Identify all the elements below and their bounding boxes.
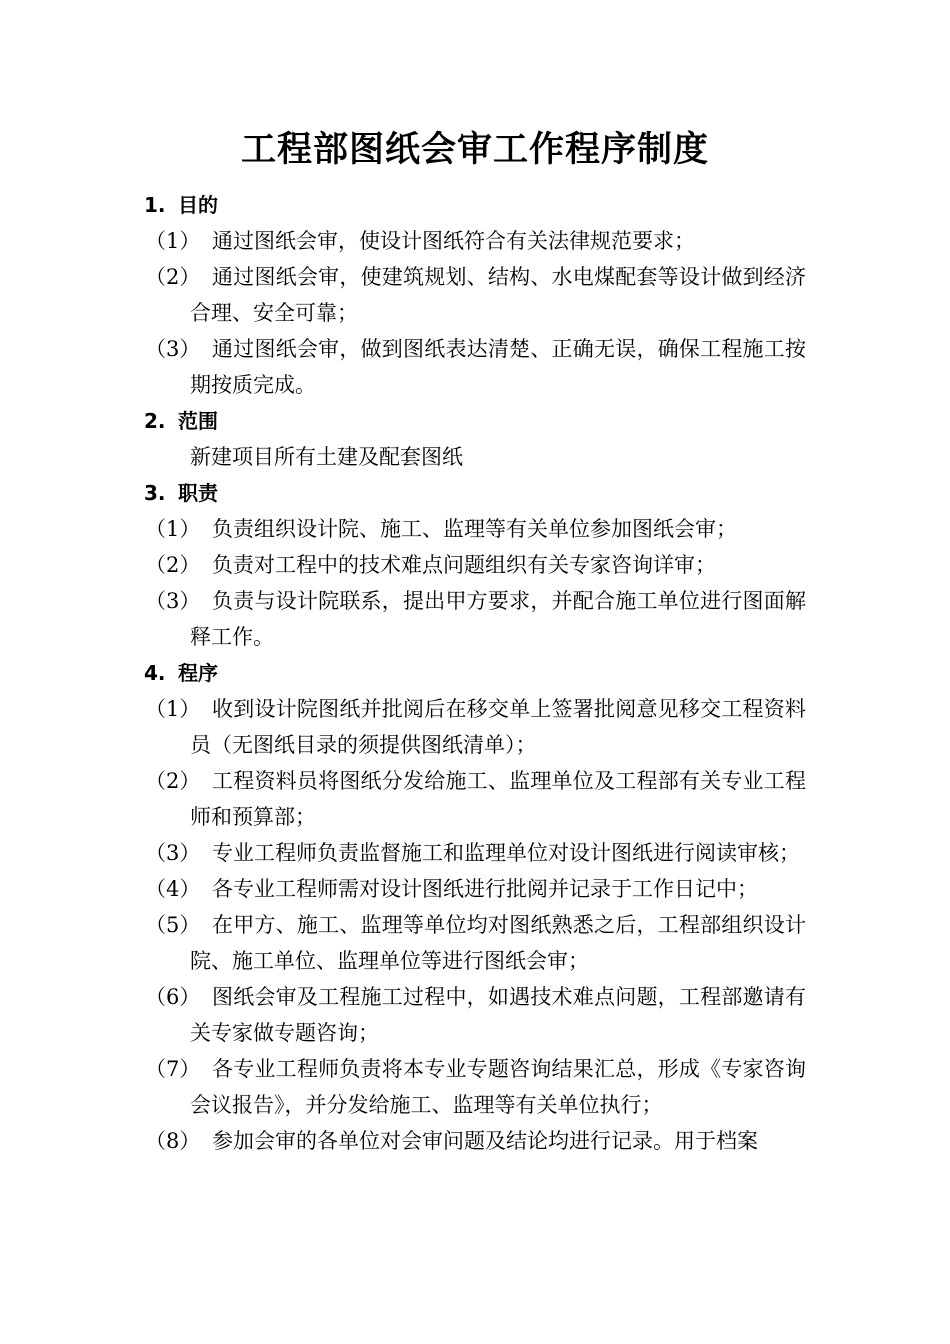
section-title: 职责 xyxy=(178,481,218,505)
list-item xyxy=(0,583,950,655)
list-item xyxy=(0,547,950,583)
item-marker: （3） xyxy=(145,337,201,361)
item-marker: （1） xyxy=(145,229,201,253)
item-marker: （2） xyxy=(145,265,201,289)
section-heading-scope xyxy=(0,403,950,439)
item-text: 各专业工程师需对设计图纸进行批阅并记录于工作日记中； xyxy=(212,877,758,901)
item-marker: （3） xyxy=(145,589,201,613)
item-text: 通过图纸会审，做到图纸表达清楚、正确无误，确保工程施工按期按质完成。 xyxy=(190,337,806,397)
section-title: 目的 xyxy=(178,193,218,217)
item-text: 负责对工程中的技术难点问题组织有关专家咨询详审； xyxy=(212,553,716,577)
list-item xyxy=(0,871,950,907)
list-item xyxy=(0,691,950,763)
item-marker: （1） xyxy=(145,517,201,541)
section-heading-purpose xyxy=(0,187,950,223)
item-text: 图纸会审及工程施工过程中，如遇技术难点问题，工程部邀请有关专家做专题咨询； xyxy=(190,985,806,1045)
document-body xyxy=(0,187,950,1159)
item-marker: （2） xyxy=(145,769,201,793)
section-title: 程序 xyxy=(178,661,218,685)
item-marker: （1） xyxy=(145,697,201,721)
scope-text: 新建项目所有土建及配套图纸 xyxy=(190,445,463,469)
item-text: 各专业工程师负责将本专业专题咨询结果汇总，形成《专家咨询会议报告》，并分发给施工、监理等有关单位执行； xyxy=(190,1057,806,1117)
section-number: 3. xyxy=(144,481,166,505)
list-item xyxy=(0,763,950,835)
item-text: 收到设计院图纸并批阅后在移交单上签署批阅意见移交工程资料员（无图纸目录的须提供图纸清单）； xyxy=(190,697,806,757)
item-marker: （2） xyxy=(145,553,201,577)
item-marker: （3） xyxy=(145,841,201,865)
item-text: 通过图纸会审，使设计图纸符合有关法律规范要求； xyxy=(212,229,695,253)
list-item xyxy=(0,331,950,403)
list-item xyxy=(0,223,950,259)
list-item xyxy=(0,907,950,979)
section-title: 范围 xyxy=(178,409,218,433)
list-item xyxy=(0,259,950,331)
list-item xyxy=(0,1123,950,1159)
item-text: 参加会审的各单位对会审问题及结论均进行记录。用于档案 xyxy=(212,1129,758,1153)
item-marker: （6） xyxy=(145,985,201,1009)
item-marker: （7） xyxy=(145,1057,201,1081)
list-item xyxy=(0,511,950,547)
list-item xyxy=(0,979,950,1051)
item-marker: （8） xyxy=(145,1129,201,1153)
item-text: 专业工程师负责监督施工和监理单位对设计图纸进行阅读审核； xyxy=(212,841,800,865)
list-item xyxy=(0,835,950,871)
document-title: 工程部图纸会审工作程序制度 xyxy=(240,130,709,170)
item-text: 通过图纸会审，使建筑规划、结构、水电煤配套等设计做到经济合理、安全可靠； xyxy=(190,265,806,325)
section-number: 2. xyxy=(144,409,166,433)
item-text: 在甲方、施工、监理等单位均对图纸熟悉之后，工程部组织设计院、施工单位、监理单位等进行图纸会审； xyxy=(190,913,806,973)
section-heading-procedure xyxy=(0,655,950,691)
item-marker: （4） xyxy=(145,877,201,901)
item-marker: （5） xyxy=(145,913,201,937)
section-number: 4. xyxy=(144,661,166,685)
list-item xyxy=(0,1051,950,1123)
item-text: 负责与设计院联系，提出甲方要求，并配合施工单位进行图面解释工作。 xyxy=(190,589,806,649)
item-text: 负责组织设计院、施工、监理等有关单位参加图纸会审； xyxy=(212,517,737,541)
section-number: 1. xyxy=(144,193,166,217)
section-heading-responsibilities xyxy=(0,475,950,511)
item-text: 工程资料员将图纸分发给施工、监理单位及工程部有关专业工程师和预算部； xyxy=(190,769,806,829)
